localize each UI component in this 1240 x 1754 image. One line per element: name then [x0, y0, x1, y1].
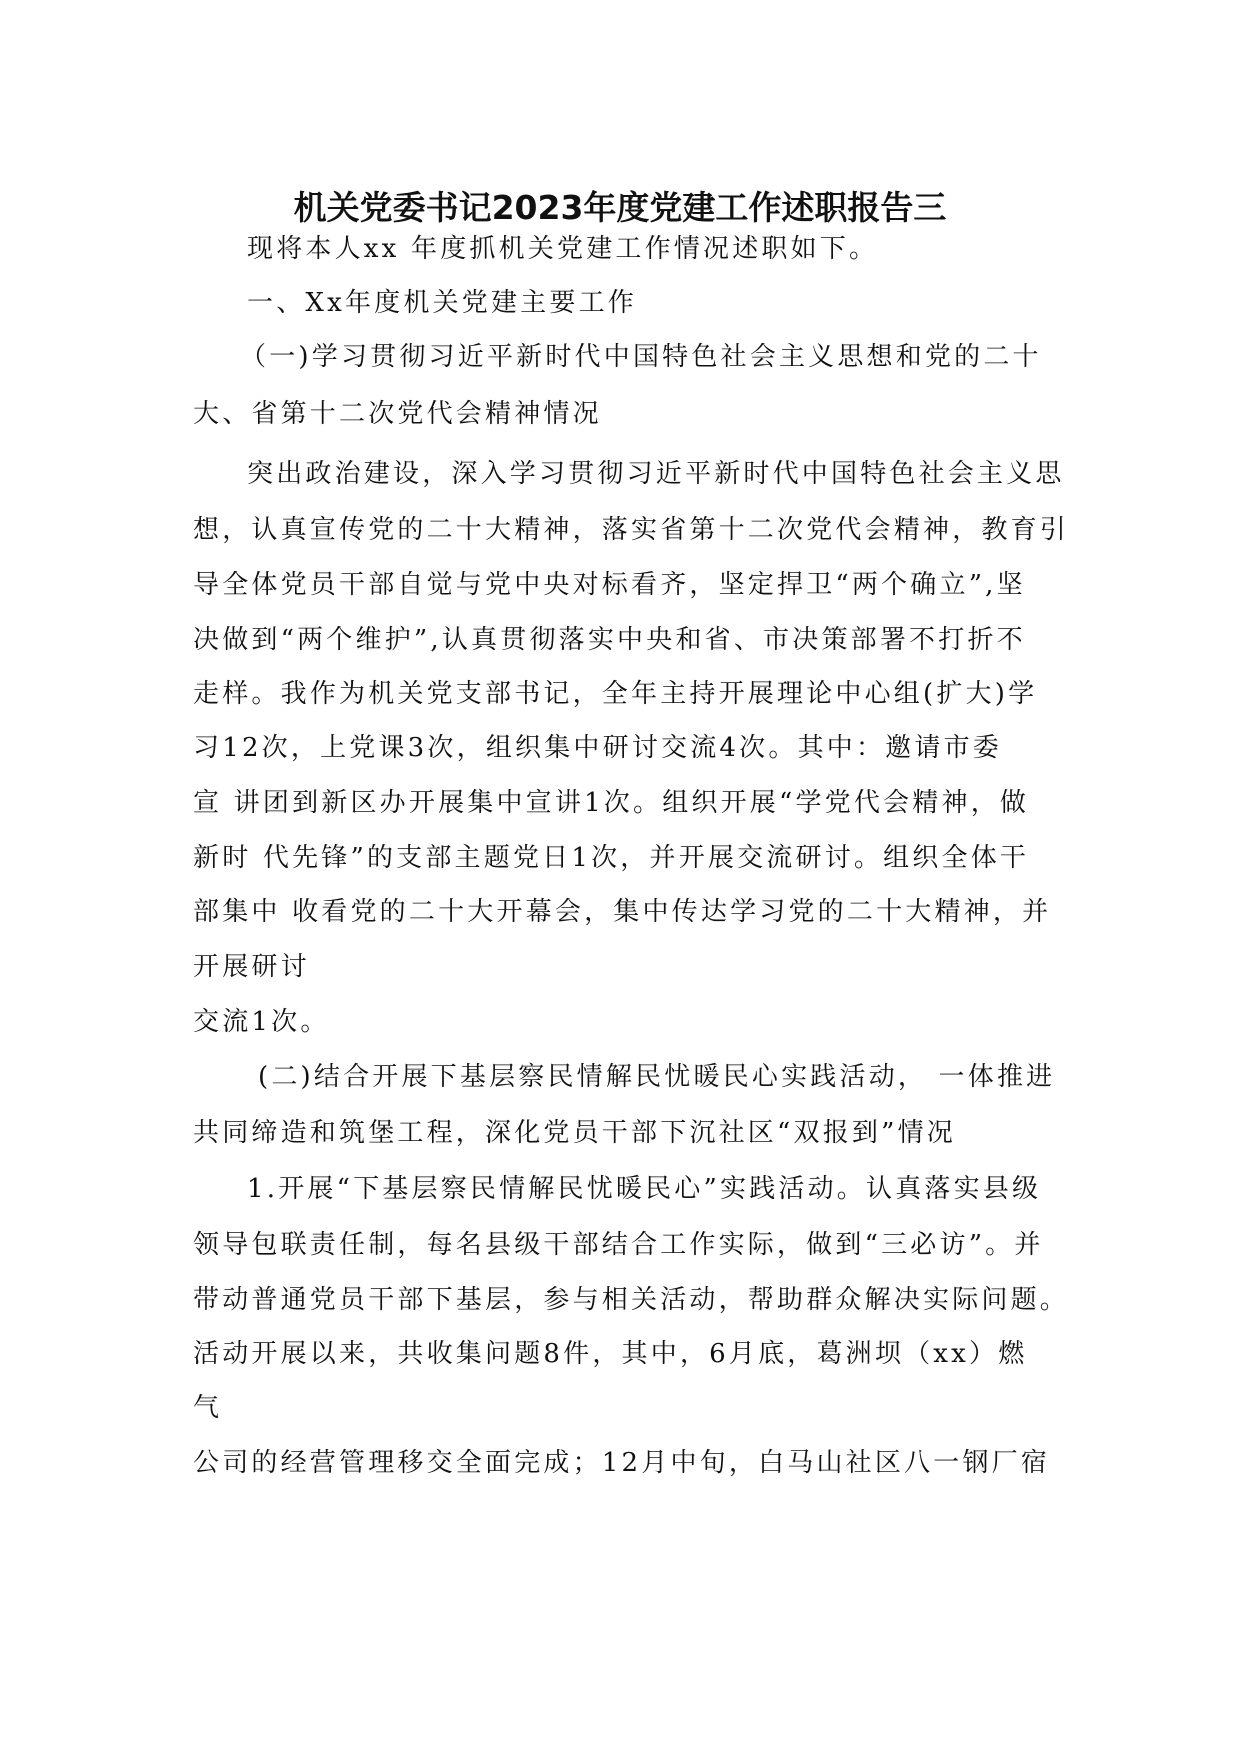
paragraph-line: 活动开展以来，共收集问题8件，其中，6月底，葛洲坝（xx）燃	[193, 1339, 1028, 1369]
document-title: 机关党委书记2023年度党建工作述职报告三	[293, 188, 947, 227]
paragraph-line: 1.开展“下基层察民情解民忧暖民心”实践活动。认真落实县级	[247, 1174, 1042, 1204]
subsection-heading-cont: 共同缔造和筑堡工程，深化党员干部下沉社区“双报到”情况	[193, 1118, 956, 1148]
section-heading: 一、Xx年度机关党建主要工作	[247, 288, 637, 318]
subsection-heading-cont: 大、省第十二次党代会精神情况	[193, 399, 602, 429]
paragraph-line: 公司的经营管理移交全面完成；12月中旬，白马山社区八一钢厂宿	[193, 1448, 1051, 1478]
paragraph-line: 想，认真宣传党的二十大精神，落实省第十二次党代会精神，教育引	[193, 515, 1070, 545]
paragraph-line: 导全体党员干部自觉与党中央对标看齐，坚定捍卫“两个确立”,坚	[193, 570, 1026, 600]
paragraph-line: 带动普通党员干部下基层，参与相关活动，帮助群众解决实际问题。	[193, 1285, 1070, 1315]
paragraph-line: 部集中 收看党的二十大开幕会，集中传达学习党的二十大精神，并	[193, 897, 1052, 927]
paragraph-line: 领导包联责任制，每名县级干部结合工作实际，做到“三必访”。并	[193, 1230, 1044, 1260]
paragraph-line: 气	[193, 1393, 223, 1423]
paragraph-line: 决做到“两个维护”,认真贯彻落实中央和省、市决策部署不打折不	[193, 625, 1026, 655]
paragraph-line: 宣 讲团到新区办开展集中宣讲1次。组织开展“学党代会精神，做	[193, 788, 1030, 818]
paragraph-line: 交流1次。	[193, 1007, 330, 1037]
paragraph-line: 突出政治建设，深入学习贯彻习近平新时代中国特色社会主义思	[247, 459, 1065, 489]
subsection-heading: （一)学习贯彻习近平新时代中国特色社会主义思想和党的二十	[240, 342, 1042, 372]
paragraph-line: 现将本人xx 年度抓机关党建工作情况述职如下。	[247, 234, 879, 264]
paragraph-line: 习12次，上党课3次，组织集中研讨交流4次。其中：邀请市委	[193, 733, 1002, 763]
paragraph-line: 开展研讨	[193, 952, 310, 982]
subsection-heading: (二)结合开展下基层察民情解民忧暖民心实践活动， 一体推进	[258, 1062, 1056, 1092]
paragraph-line: 新时 代先锋”的支部主题党日1次，并开展交流研讨。组织全体干	[193, 843, 1030, 873]
paragraph-line: 走样。我作为机关党支部书记，全年主持开展理论中心组(扩大)学	[193, 679, 1038, 709]
